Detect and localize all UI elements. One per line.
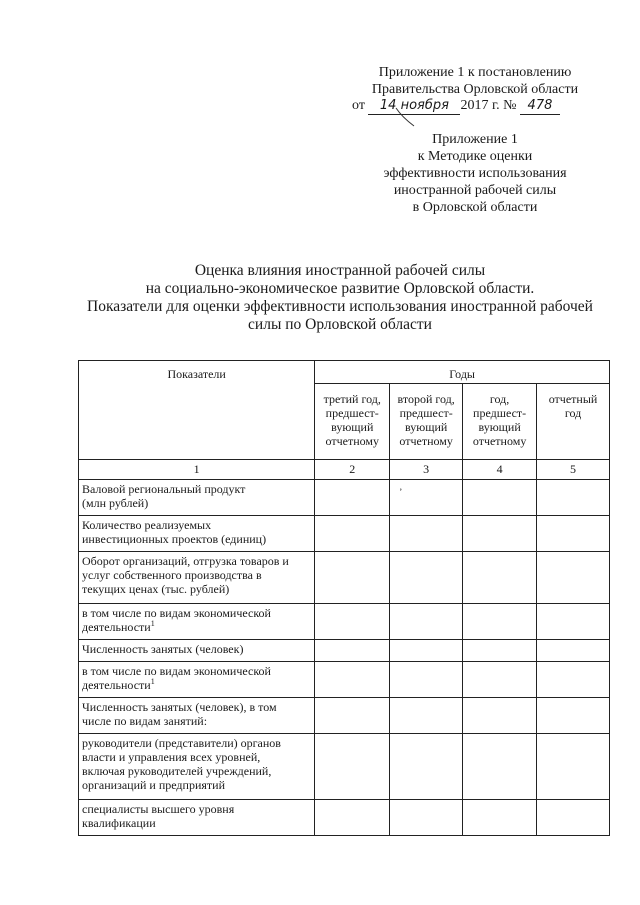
year-col-text: предшест- xyxy=(399,406,453,420)
year-col-text: отчетному xyxy=(472,434,527,448)
row-label xyxy=(79,516,315,552)
cell xyxy=(463,662,537,698)
cell xyxy=(537,552,610,604)
cell xyxy=(537,734,610,800)
year-col-text: год xyxy=(564,406,582,420)
cell xyxy=(463,800,537,836)
year-col-text: отчетному xyxy=(399,434,453,448)
cell xyxy=(315,552,390,604)
handwritten-date: 14 ноября xyxy=(368,97,460,115)
row-label-part: деятельности xyxy=(82,678,151,692)
table-row xyxy=(79,552,610,604)
table-row xyxy=(79,662,610,698)
row-label xyxy=(79,604,315,640)
cell xyxy=(390,800,463,836)
year-col-text: год, xyxy=(489,392,510,406)
col-number: 3 xyxy=(390,460,463,480)
cell xyxy=(315,480,390,516)
row-label-text: инвестиционных проектов (единиц) xyxy=(82,532,267,546)
cell xyxy=(463,698,537,734)
cell xyxy=(390,552,463,604)
cell xyxy=(537,604,610,640)
cell xyxy=(463,480,537,516)
date-year: 2017 г. № xyxy=(460,98,517,113)
methodology-line-5: в Орловской области xyxy=(412,200,538,215)
year-col-text: второй год, xyxy=(397,392,455,406)
cell xyxy=(315,516,390,552)
cell xyxy=(315,698,390,734)
cell xyxy=(463,516,537,552)
year-col-text: отчетный xyxy=(548,392,598,406)
row-label xyxy=(79,480,315,516)
row-label-text: в том числе по видам экономической xyxy=(82,664,271,678)
row-label-text: услуг собственного производства в xyxy=(82,568,262,582)
row-label-text xyxy=(82,678,311,692)
approval-date-line xyxy=(352,97,602,115)
approval-line-1: Приложение 1 к постановлению xyxy=(378,65,572,80)
table-row xyxy=(79,604,610,640)
cell xyxy=(537,640,610,662)
col-number: 4 xyxy=(463,460,537,480)
handwritten-number: 478 xyxy=(520,97,560,115)
footnote-marker: 1 xyxy=(150,677,155,686)
cell xyxy=(315,800,390,836)
year-col-header xyxy=(463,384,537,460)
row-label-text: руководители (представители) органов xyxy=(82,736,281,750)
row-label xyxy=(79,698,315,734)
cell xyxy=(390,640,463,662)
title-line-2: на социально-экономическое развитие Орловской области. xyxy=(145,280,535,297)
row-label-text: Оборот организаций, отгрузка товаров и xyxy=(82,554,289,568)
indicators-table xyxy=(78,360,610,836)
row-label-text: власти и управления всех уровней, xyxy=(82,750,261,764)
year-col-text: вующий xyxy=(405,420,448,434)
header-indicators: Показатели xyxy=(79,361,315,460)
cell xyxy=(315,734,390,800)
year-col-header xyxy=(390,384,463,460)
cell xyxy=(537,698,610,734)
year-col-text: предшест- xyxy=(325,406,379,420)
cell xyxy=(463,604,537,640)
year-col-header xyxy=(537,384,610,460)
cell xyxy=(537,800,610,836)
table-row xyxy=(79,640,610,662)
title-line-1: Оценка влияния иностранной рабочей силы xyxy=(194,262,486,279)
year-col-text: предшест- xyxy=(473,406,527,420)
col-number: 1 xyxy=(79,460,315,480)
cell xyxy=(390,734,463,800)
row-label xyxy=(79,800,315,836)
row-label xyxy=(79,640,315,662)
title-line-3: Показатели для оценки эффективности использования иностранной рабочей xyxy=(87,298,593,315)
cell xyxy=(315,662,390,698)
cell xyxy=(537,662,610,698)
table-header-row xyxy=(79,361,610,384)
cell xyxy=(463,552,537,604)
col-number: 2 xyxy=(315,460,390,480)
column-numbers-row xyxy=(79,460,610,480)
cell xyxy=(390,604,463,640)
row-label-text: специалисты высшего уровня xyxy=(82,802,235,816)
cell xyxy=(390,698,463,734)
year-col-text: отчетному xyxy=(325,434,379,448)
cell xyxy=(537,480,610,516)
row-label-text: текущих ценах (тыс. рублей) xyxy=(82,582,230,596)
row-label-text: числе по видам занятий: xyxy=(82,714,208,728)
col-number: 5 xyxy=(537,460,610,480)
cell xyxy=(390,662,463,698)
row-label xyxy=(79,552,315,604)
title-line-4: силы по Орловской области xyxy=(248,316,432,333)
row-label xyxy=(79,662,315,698)
table-row xyxy=(79,698,610,734)
methodology-line-3: эффективности использования xyxy=(383,166,567,181)
methodology-line-1: Приложение 1 xyxy=(432,132,518,147)
row-label-text: квалификации xyxy=(82,816,156,830)
cell xyxy=(463,640,537,662)
row-label-text: организаций и предприятий xyxy=(82,778,225,792)
row-label-part: деятельности xyxy=(82,620,151,634)
row-label xyxy=(79,734,315,800)
approval-line-2: Правительства Орловской области xyxy=(371,82,579,97)
row-label-text: Численность занятых (человек), в том xyxy=(82,700,277,714)
row-label-text xyxy=(82,620,311,634)
cell xyxy=(390,480,463,516)
methodology-line-2: к Методике оценки xyxy=(417,149,533,164)
cell xyxy=(537,516,610,552)
year-col-text: вующий xyxy=(331,420,374,434)
stray-mark: ʼ xyxy=(399,487,403,497)
row-label-text: в том числе по видам экономической xyxy=(82,606,271,620)
cell xyxy=(315,640,390,662)
year-col-header xyxy=(315,384,390,460)
row-label-text: Численность занятых (человек) xyxy=(82,642,244,656)
table-row xyxy=(79,516,610,552)
date-prefix: от xyxy=(352,98,365,113)
table-row xyxy=(79,800,610,836)
pen-stroke-mark xyxy=(394,106,416,128)
methodology-line-4: иностранной рабочей силы xyxy=(393,183,557,198)
table-row xyxy=(79,480,610,516)
year-col-text: третий год, xyxy=(323,392,381,406)
cell xyxy=(390,516,463,552)
row-label-text: Количество реализуемых xyxy=(82,518,212,532)
cell xyxy=(315,604,390,640)
cell xyxy=(463,734,537,800)
row-label-text: включая руководителей учреждений, xyxy=(82,764,272,778)
row-label-text: Валовой региональный продукт xyxy=(82,482,246,496)
row-label-text: (млн рублей) xyxy=(82,496,149,510)
year-col-text: вующий xyxy=(478,420,521,434)
footnote-marker: 1 xyxy=(150,619,155,628)
table-row xyxy=(79,734,610,800)
header-years: Годы xyxy=(315,361,610,384)
